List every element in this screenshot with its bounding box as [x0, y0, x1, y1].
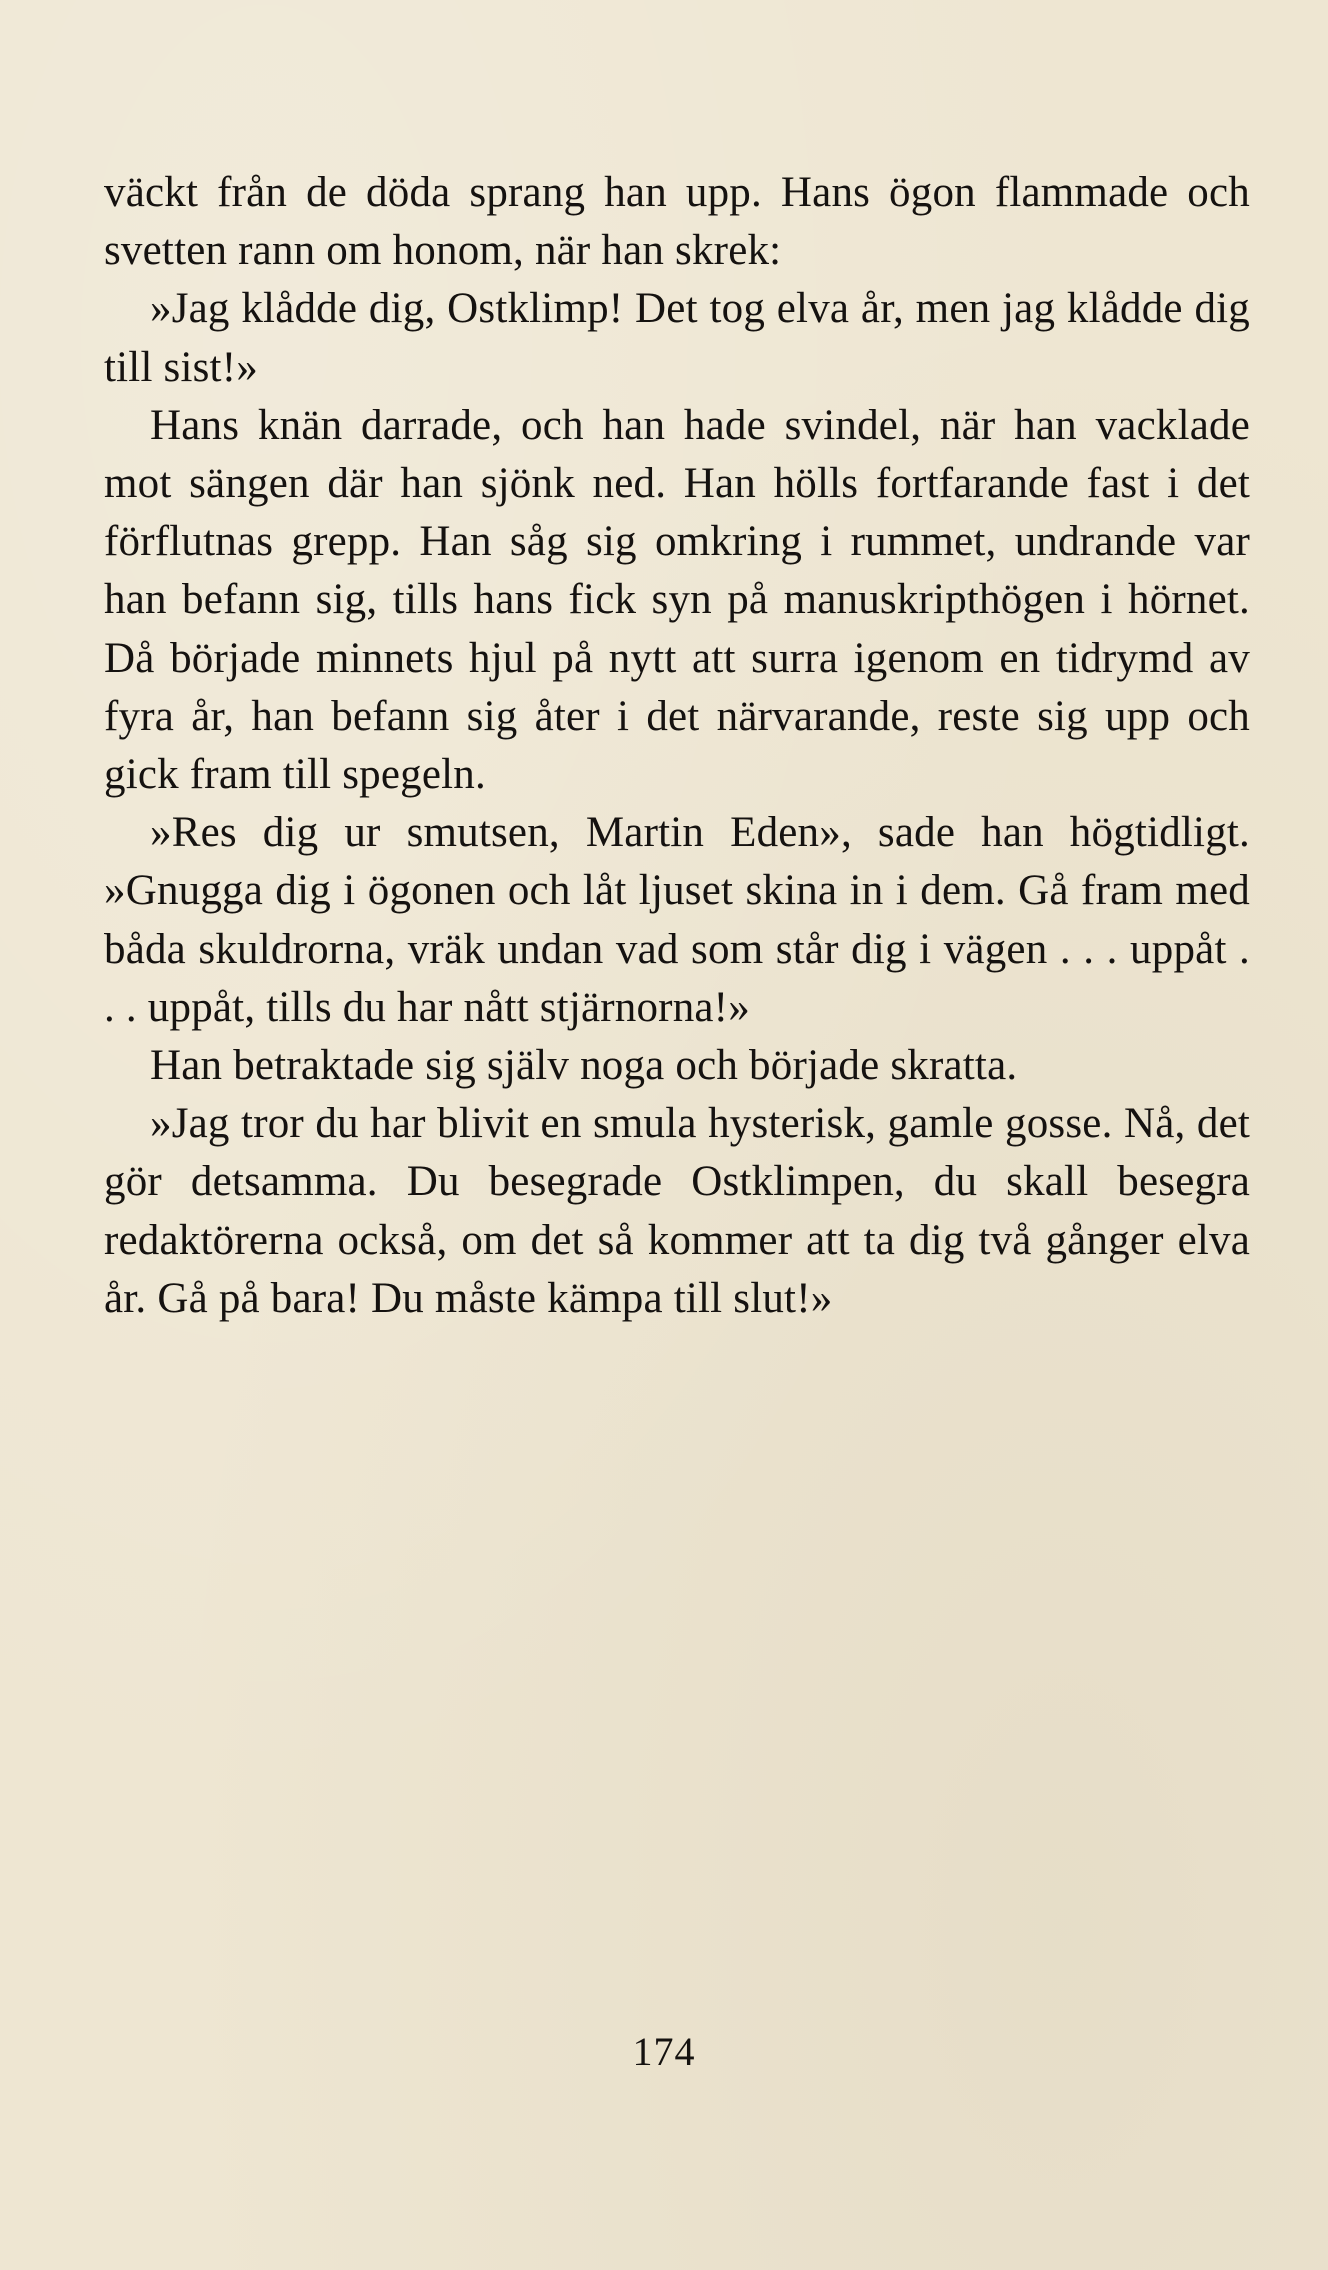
page-number: 174: [632, 2029, 696, 2074]
paragraph-6: »Jag tror du har blivit en smula hysterisk, gamle gosse. Nå, det gör detsamma. Du besegrade Ostklimpen, du skall besegra redaktörerna också, om det så kommer att ta dig två gånger elva år. Gå på bara! Du måste kämpa till slut!»: [104, 1100, 1250, 1322]
paragraph-5: Han betraktade sig själv noga och började skratta.: [150, 1042, 1018, 1090]
paragraph-2: »Jag klådde dig, Ostklimp! Det tog elva år, men jag klådde dig till sist!»: [104, 285, 1250, 391]
paragraph-4: »Res dig ur smutsen, Martin Eden», sade han högtidligt. »Gnugga dig i ögonen och låt ljuset skina in i dem. Gå fram med båda skuldrorna, vräk undan vad som står dig i vägen . . . uppåt . . . uppåt, tills du har nått stjärnorna!»: [104, 809, 1250, 1031]
paragraph-3: Hans knän darrade, och han hade svindel, när han vacklade mot sängen där han sjönk ned. Han hölls fortfarande fast i det förflutnas grepp. Han såg sig omkring i rummet, undrande var han befann sig, tills hans fick syn på manuskripthögen i hörnet. Då började minnets hjul på nytt att surra igenom en tidrymd av fyra år, han befann sig åter i det närvarande, reste sig upp och gick fram till spegeln.: [104, 401, 1250, 799]
body-text: [104, 164, 1250, 1328]
paragraph-1: väckt från de döda sprang han upp. Hans ögon flammade och svetten rann om honom, när han skrek:: [104, 169, 1250, 275]
